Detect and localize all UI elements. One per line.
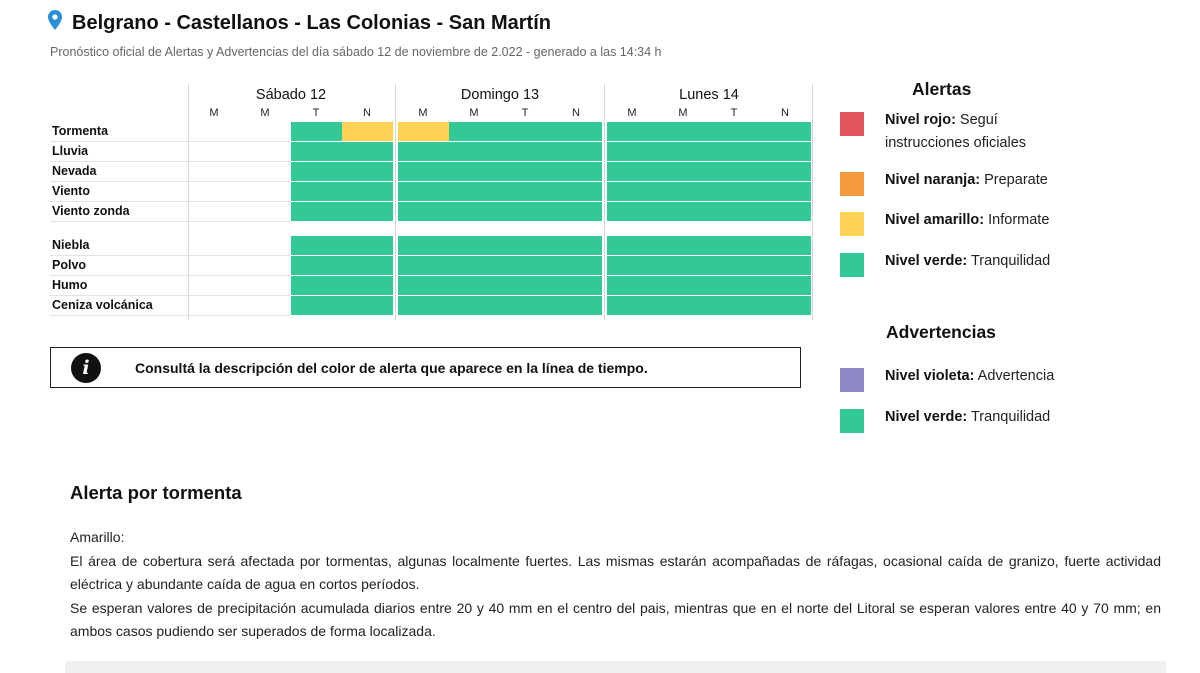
alert-cell-verde [500,182,551,201]
legend-item [840,172,1085,196]
alert-cell-verde [760,122,811,141]
row-divider [50,275,290,276]
alert-cell-verde [551,276,602,295]
legend-level: Nivel amarillo: [885,212,985,228]
alert-cell-verde [398,296,449,315]
legend-level: Nivel verde: [885,253,968,269]
alert-cell-verde [658,256,709,275]
alert-cell-verde [342,142,393,161]
forecast-subtitle: Pronóstico oficial de Alertas y Advertencias del día sábado 12 de noviembre de 2.022 - generado a las 14:34 h [50,45,662,59]
alert-cell-verde [709,276,760,295]
alert-cell-verde [449,276,500,295]
alert-cell-verde [551,142,602,161]
alert-cell-verde [500,256,551,275]
row-label: Nevada [52,164,97,178]
location-title: Belgrano - Castellanos - Las Colonias - San Martín [72,12,551,34]
legend-swatch [840,172,864,196]
day-header: Domingo 13 [460,87,540,103]
alert-cell-verde [342,202,393,221]
alert-cell-amarillo [398,122,449,141]
alert-cell-verde [449,182,500,201]
legend-item [840,409,1085,433]
legend-item [840,112,1085,155]
legend-level: Nivel naranja: [885,172,981,188]
row-divider [50,141,290,142]
alert-cell-verde [658,296,709,315]
alert-cell-verde [551,202,602,221]
alert-cell-verde [551,162,602,181]
period-label: M [209,107,219,119]
alert-cell-verde [291,256,342,275]
legend-swatch [840,368,864,392]
legend-level: Nivel violeta: [885,368,975,384]
alert-cell-verde [760,202,811,221]
period-label: M [627,107,637,119]
legend-meaning: Advertencia [974,368,1055,384]
alert-cell-verde [449,256,500,275]
alert-cell-verde [658,122,709,141]
alert-cell-verde [607,202,658,221]
alert-cell-verde [551,236,602,255]
location-header [48,10,551,37]
row-divider [50,221,290,222]
alertas-title: Alertas [912,79,972,99]
alert-cell-verde [709,142,760,161]
alert-cell-verde [551,296,602,315]
legend-meaning: Seguí instrucciones oficiales [885,112,1027,151]
alert-cell-verde [449,236,500,255]
row-divider [50,201,290,202]
alert-cell-verde [398,142,449,161]
alert-cell-verde [291,122,342,141]
day-separator [188,84,189,320]
row-label: Niebla [52,238,90,252]
period-label: N [572,107,580,119]
alert-description-title: Alerta por tormenta [70,482,242,503]
alert-cell-verde [709,202,760,221]
legend-swatch [840,112,864,136]
alert-cell-verde [291,162,342,181]
alert-cell-verde [607,122,658,141]
alert-cell-amarillo [342,122,393,141]
alert-cell-verde [607,236,658,255]
legend-text [885,109,1085,155]
period-label: T [521,107,529,119]
info-icon: i [71,353,101,383]
period-label: T [312,107,320,119]
day-separator [395,84,396,320]
legend-swatch [840,212,864,236]
period-label: N [781,107,789,119]
alert-cell-verde [607,276,658,295]
alert-cell-verde [551,182,602,201]
alert-cell-verde [760,296,811,315]
legend-meaning: Tranquilidad [967,409,1051,425]
alert-cell-verde [342,182,393,201]
alert-cell-verde [449,162,500,181]
period-label: M [469,107,479,119]
legend-level: Nivel verde: [885,409,968,425]
row-divider [50,315,290,316]
legend-item [840,212,1085,236]
row-label: Lluvia [52,144,89,158]
alert-cell-verde [709,296,760,315]
row-divider [50,161,290,162]
alert-cell-verde [709,256,760,275]
alert-cell-verde [291,142,342,161]
alert-cell-verde [449,202,500,221]
legend-meaning: Tranquilidad [967,253,1051,269]
alert-cell-verde [398,276,449,295]
alert-cell-verde [760,142,811,161]
alert-cell-verde [607,162,658,181]
alert-cell-verde [709,182,760,201]
alert-description [70,526,1161,644]
period-label: T [730,107,738,119]
legend-text [885,209,1085,232]
legend-swatch [840,253,864,277]
alert-cell-verde [658,142,709,161]
row-label: Humo [52,278,88,292]
alert-cell-verde [342,296,393,315]
info-text: Consultá la descripción del color de alerta que aparece en la línea de tiempo. [135,359,648,376]
row-label: Polvo [52,258,87,272]
alert-description-paragraph: Se esperan valores de precipitación acumulada diarios entre 20 y 40 mm en el centro del pais, mientras que en el norte del Litoral se esperan valores entre 40 y 70 mm; en ambos casos pudiendo ser superados de forma localizada. [70,599,1161,639]
row-divider [50,255,290,256]
legend-meaning: Informate [984,212,1050,228]
alert-cell-verde [607,182,658,201]
alert-cell-verde [291,276,342,295]
row-divider [50,181,290,182]
alert-cell-verde [551,256,602,275]
alert-cell-verde [760,162,811,181]
row-label: Ceniza volcánica [52,298,153,312]
alert-cell-verde [500,276,551,295]
alert-cell-verde [398,202,449,221]
alert-cell-verde [500,236,551,255]
alert-cell-verde [449,142,500,161]
row-label: Tormenta [52,124,109,138]
alert-cell-verde [500,202,551,221]
period-label: M [260,107,270,119]
alert-cell-verde [342,256,393,275]
alert-cell-verde [760,182,811,201]
alert-cell-verde [551,122,602,141]
legend-text [885,406,1085,429]
legend-text [885,365,1085,388]
alert-cell-verde [607,296,658,315]
alert-cell-verde [658,162,709,181]
alert-cell-verde [760,276,811,295]
period-label: M [678,107,688,119]
location-pin-icon [48,10,62,37]
info-box [50,347,801,388]
alert-cell-verde [398,236,449,255]
alert-cell-verde [449,296,500,315]
alert-cell-verde [398,182,449,201]
alert-cell-verde [500,122,551,141]
legend-item [840,368,1085,392]
alert-description-paragraph: El área de cobertura será afectada por tormentas, algunas localmente fuertes. Las mismas estarán acompañadas de ráfagas, ocasional caída de granizo, fuerte actividad eléctrica y abundante caída de agua en cortos períodos. [70,552,1161,592]
legend-text [885,250,1085,273]
alert-cell-verde [709,122,760,141]
alert-cell-verde [658,202,709,221]
alert-cell-verde [342,162,393,181]
alert-cell-verde [342,236,393,255]
day-header: Lunes 14 [679,87,739,103]
alert-cell-verde [760,236,811,255]
alert-cell-verde [500,296,551,315]
period-label: N [363,107,371,119]
alert-cell-verde [607,256,658,275]
alert-level-label: Amarillo: [70,529,125,545]
day-separator [812,84,813,320]
legend-meaning: Preparate [980,172,1048,188]
alert-cell-verde [709,236,760,255]
alert-cell-verde [449,122,500,141]
period-label: M [418,107,428,119]
alert-cell-verde [500,162,551,181]
legend-text [885,169,1085,192]
alert-cell-verde [398,256,449,275]
legend-level: Nivel rojo: [885,112,956,128]
advertencias-title: Advertencias [886,322,996,342]
alert-cell-verde [291,236,342,255]
next-section-bar [65,661,1166,673]
day-separator [604,84,605,320]
legend-item [840,253,1085,277]
row-divider [50,295,290,296]
alert-timeline [50,84,803,320]
alert-cell-verde [291,202,342,221]
alert-cell-verde [500,142,551,161]
row-label: Viento zonda [52,204,130,218]
alert-cell-verde [658,182,709,201]
alert-cell-verde [398,162,449,181]
alert-cell-verde [342,276,393,295]
alert-cell-verde [658,276,709,295]
alert-cell-verde [291,182,342,201]
alert-cell-verde [760,256,811,275]
alert-cell-verde [658,236,709,255]
alert-cell-verde [291,296,342,315]
alert-cell-verde [607,142,658,161]
row-label: Viento [52,184,90,198]
day-header: Sábado 12 [255,87,327,103]
alert-cell-verde [709,162,760,181]
legend-swatch [840,409,864,433]
